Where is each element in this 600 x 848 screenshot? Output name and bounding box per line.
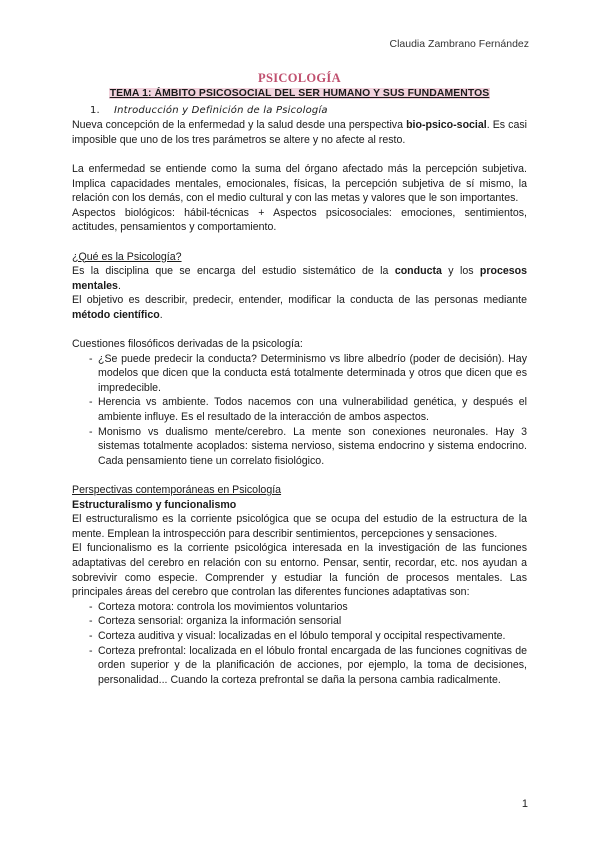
what-text: . [159, 308, 163, 321]
intro-text: Nueva concepción de la enfermedad y la salud desde una perspectiva [72, 119, 407, 132]
perspectives-subheading: Estructuralismo y funcionalismo [72, 498, 237, 511]
topic-subtitle [72, 86, 527, 102]
spacer [72, 147, 527, 162]
what-heading: ¿Qué es la Psicología? [72, 250, 182, 263]
section-label: Introducción y Definición de la Psicología [114, 104, 328, 116]
section-heading [90, 104, 527, 119]
what-text: Es la disciplina que se encarga del estudio sistemático de la [72, 265, 395, 278]
intro-bold-term: bio-psico-social [406, 119, 487, 132]
what-bold-term: conducta [394, 265, 442, 278]
what-bold-term: método científico [72, 308, 160, 321]
intro-paragraph-2: La enfermedad se entiende como la suma del órgano afectado más la percepción subjetiva. Implica capacidades mentales, emocionales, físicas, la percepción subjetiva de sí mismo, la relación con los demás, con el medio cultural y con las metas y valores que le son importantes. [72, 162, 527, 205]
perspectives-paragraph-1: El estructuralismo es la corriente psicológica que se ocupa del estudio de la estructura de la mente. Emplean la introspección para describir sentimientos, percepciones y sensaciones. [72, 513, 527, 540]
what-text: . [117, 279, 121, 292]
philosophy-heading: Cuestiones filosóficos derivadas de la psicología: [72, 338, 303, 351]
perspectives-paragraph-2: El funcionalismo es la corriente psicológica interesada en la investigación de las funciones adaptativas del cerebro en relación con su entorno. Pensar, sentir, recordar, etc. nos ayudan a sobrevivir como especie. Comprender y estudiar la función de procesos mentales. Las principales áreas del cerebro que controlan las diferentes funciones adaptativas son: [72, 542, 527, 599]
brain-areas-list [72, 600, 527, 688]
intro-paragraph-1 [72, 118, 527, 147]
spacer [72, 323, 527, 338]
what-paragraph-2 [72, 293, 527, 322]
what-text: El objetivo es describir, predecir, entender, modificar la conducta de las personas mediante [72, 294, 527, 307]
list-item: - Corteza prefrontal: localizada en el lóbulo frontal encargada de las funciones cognitivas de orden superior y de la planificación de acciones, por ejemplo, la toma de decisiones, personalidad... Cuando la corteza prefrontal se daña la persona cambia radicalmente. [72, 644, 527, 688]
what-paragraph-1 [72, 264, 527, 293]
document-title: PSICOLOGÍA [258, 71, 341, 85]
list-item: - Corteza motora: controla los movimientos voluntarios [72, 600, 527, 615]
header-author: Claudia Zambrano Fernández [389, 38, 529, 50]
topic-subtitle-text: TEMA 1: ÁMBITO PSICOSOCIAL DEL SER HUMANO Y SUS FUNDAMENTOS [109, 88, 490, 99]
page-content [72, 71, 527, 687]
perspectives-heading: Perspectivas contemporáneas en Psicología [72, 484, 282, 497]
list-item: - Monismo vs dualismo mente/cerebro. La mente son conexiones neuronales. Hay 3 sistemas totalmente acoplados: sistema nervioso, sistema endocrino y sistema endocrino. Cada pensamiento tiene un correlato fisiológico. [72, 425, 527, 469]
what-text: y los [441, 265, 480, 278]
philosophy-list [72, 352, 527, 469]
spacer [72, 235, 527, 250]
section-number: 1. [90, 104, 100, 116]
intro-paragraph-3: Aspectos biológicos: hábil-técnicas + Aspectos psicosociales: emociones, sentimientos, actitudes, pensamientos y comportamiento. [72, 206, 527, 234]
intro-text: . Es casi imposible que uno de los tres parámetros se altere y no afecte al resto. [72, 119, 527, 146]
list-item: - Corteza auditiva y visual: localizadas en el lóbulo temporal y occipital respectivamente. [72, 629, 527, 644]
list-item: - Herencia vs ambiente. Todos nacemos con una vulnerabilidad genética, y después el ambiente influye. Es el resultado de la interacción de ambos aspectos. [72, 395, 527, 424]
page-number: 1 [521, 798, 528, 810]
what-bold-term: procesos mentales [72, 265, 527, 292]
list-item: - ¿Se puede predecir la conducta? Determinismo vs libre albedrío (poder de decisión). Hay modelos que dicen que la conducta está totalmente determinada y otros que dicen que es impredecible. [72, 352, 527, 396]
spacer [72, 468, 527, 483]
list-item: - Corteza sensorial: organiza la información sensorial [72, 614, 527, 629]
